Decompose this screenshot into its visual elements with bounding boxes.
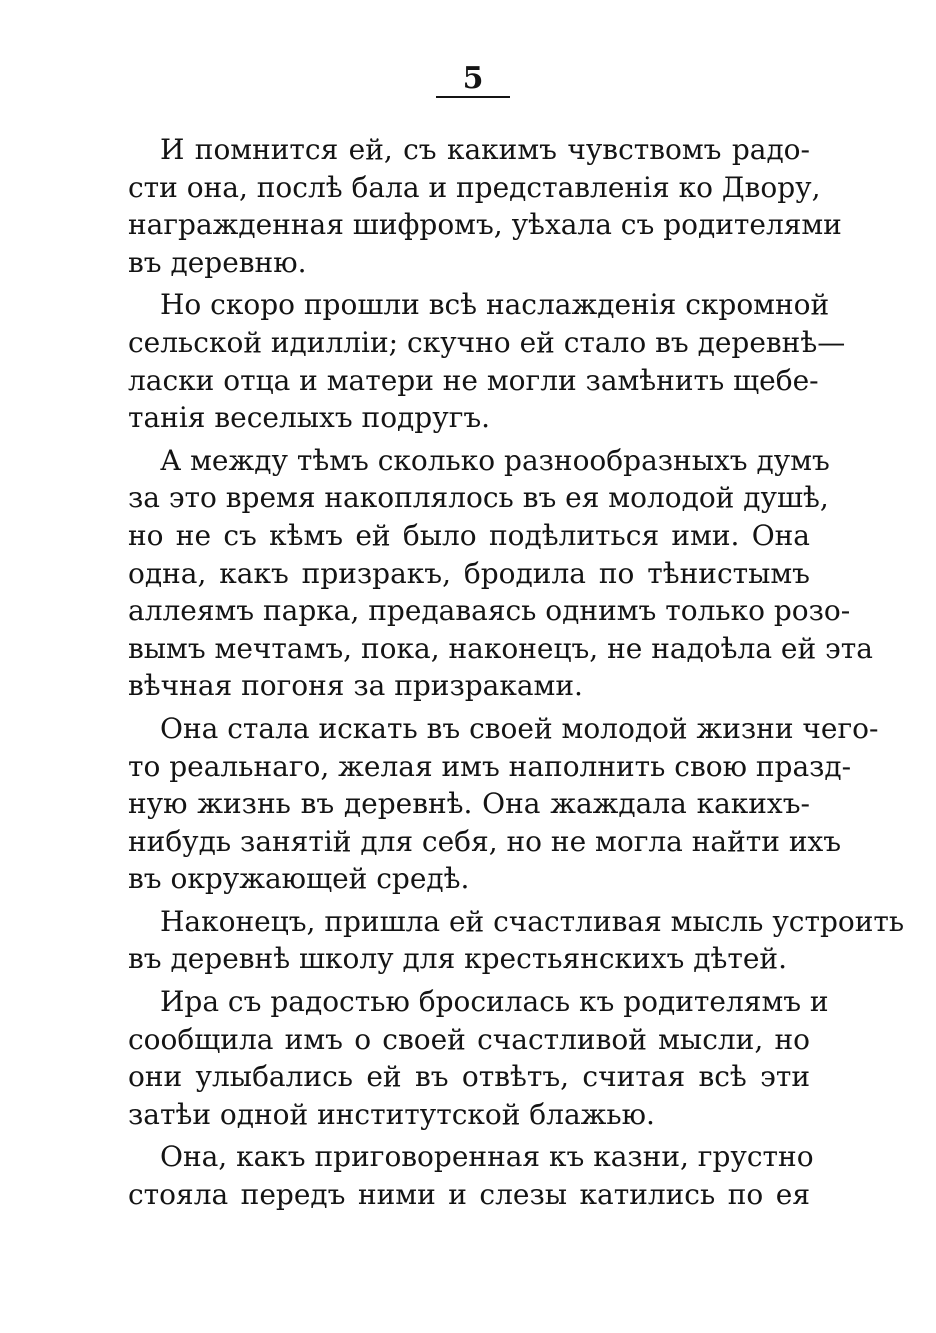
text-line: въ деревню. bbox=[128, 245, 307, 279]
paragraph bbox=[128, 710, 879, 898]
text-line: И помнится ей, съ какимъ чувствомъ радо- bbox=[160, 133, 810, 166]
text-line: награжденная шифромъ, уѣхала съ родителями bbox=[128, 208, 842, 242]
text-line: Она, какъ приговоренная къ казни, грустно bbox=[160, 1140, 814, 1174]
text-line: Но скоро прошли всѣ наслажденія скромной bbox=[160, 288, 830, 322]
paragraph bbox=[128, 286, 846, 436]
text-line: А между тѣмъ сколько разнообразныхъ думъ bbox=[160, 443, 830, 477]
text-line: одна, какъ призракъ, бродила по тѣнистымъ bbox=[128, 556, 810, 590]
paragraph bbox=[128, 903, 905, 978]
text-line: но не съ кѣмъ ей было подѣлиться ими. Она bbox=[128, 518, 810, 552]
paragraph bbox=[128, 983, 829, 1133]
text-line: въ окружающей средѣ. bbox=[128, 862, 470, 896]
text-line: ласки отца и матери не могли замѣнить щебе- bbox=[128, 363, 819, 397]
page-number-rule bbox=[436, 96, 510, 98]
text-line: аллеямъ парка, предаваясь однимъ только розо- bbox=[128, 594, 851, 628]
body-text bbox=[128, 131, 905, 1219]
paragraph bbox=[128, 131, 842, 281]
text-line: они улыбались ей въ отвѣтъ, считая всѣ эти bbox=[128, 1060, 810, 1094]
text-line: затѣи одной институтской блажью. bbox=[128, 1097, 655, 1131]
paragraph bbox=[128, 1138, 814, 1213]
text-line: то реальнаго, желая имъ наполнить свою празд- bbox=[128, 749, 852, 783]
text-line: Ира съ радостью бросилась къ родителямъ и bbox=[160, 985, 829, 1019]
paragraph bbox=[128, 442, 873, 705]
text-line: вымъ мечтамъ, пока, наконецъ, не надоѣла ей эта bbox=[128, 631, 873, 665]
text-line: нибудь занятій для себя, но не могла найти ихъ bbox=[128, 824, 842, 858]
text-line: сельской идилліи; скучно ей стало въ деревнѣ— bbox=[128, 325, 846, 359]
text-line: стояла передъ ними и слезы катились по ея bbox=[128, 1178, 810, 1212]
text-line: Наконецъ, пришла ей счастливая мысль устроить bbox=[160, 904, 905, 938]
text-line: Она стала искать въ своей молодой жизни чего- bbox=[160, 711, 879, 745]
text-line: сти она, послѣ бала и представленія ко Двору, bbox=[128, 170, 821, 204]
text-line: ную жизнь въ деревнѣ. Она жаждала какихъ- bbox=[128, 787, 810, 821]
text-line: танія веселыхъ подругъ. bbox=[128, 401, 491, 435]
text-line: сообщила имъ о своей счастливой мысли, но bbox=[128, 1022, 810, 1056]
text-line: вѣчная погоня за призраками. bbox=[128, 669, 583, 703]
text-line: въ деревнѣ школу для крестьянскихъ дѣтей. bbox=[128, 942, 787, 976]
page-number: 5 bbox=[462, 61, 484, 96]
text-line: за это время накоплялось въ ея молодой душѣ, bbox=[128, 481, 829, 515]
